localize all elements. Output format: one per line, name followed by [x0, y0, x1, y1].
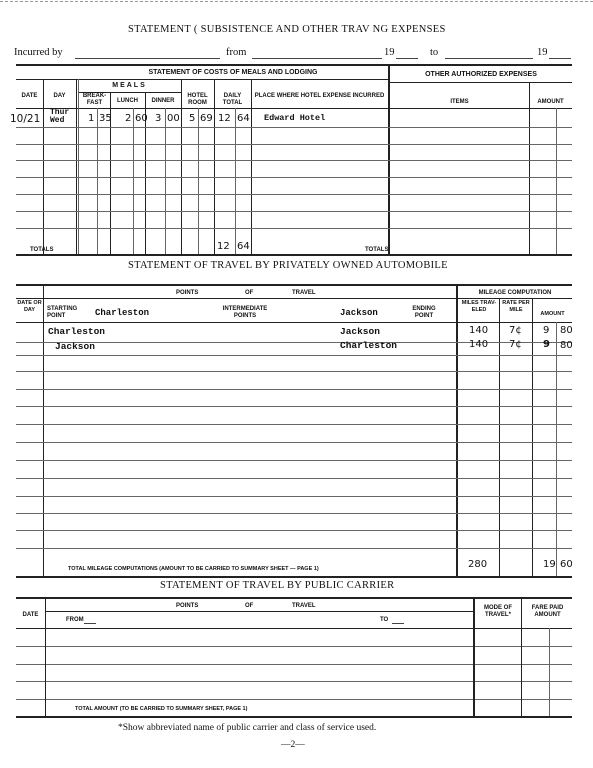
- t1-vline: [556, 108, 557, 254]
- t2-vline: [532, 298, 533, 576]
- col-daily-total: DAILY TOTAL: [222, 93, 243, 106]
- t1-row-line: [16, 211, 572, 212]
- to-date-field[interactable]: [445, 58, 533, 59]
- table1-bottom-border: [16, 254, 572, 256]
- row-day: [50, 109, 69, 125]
- breakfast-cents: 35: [99, 113, 112, 124]
- points-header-1: POINTS: [176, 290, 199, 296]
- col-items: ITEMS: [450, 99, 469, 105]
- t2-vline: [43, 284, 44, 576]
- t2-row-line: [16, 406, 572, 407]
- t1-row-line: [16, 127, 572, 128]
- section2-title: STATEMENT OF TRAVEL BY PRIVATELY OWNED AUTOMOBILE: [128, 260, 448, 271]
- to-point-label: TO: [380, 617, 389, 623]
- t1-vline: [198, 108, 199, 254]
- footnote: *Show abbreviated name of public carrier and class of service used.: [118, 723, 377, 733]
- hotel-dollars: 5: [189, 113, 196, 124]
- total-miles: 280: [468, 559, 488, 570]
- t2-row-line: [16, 530, 572, 531]
- col-starting-point: STARTING POINT: [47, 306, 78, 319]
- col-intermediate-points: INTERMEDIATE POINTS: [222, 306, 268, 319]
- totals-right-label: TOTALS: [365, 247, 389, 253]
- t2-vline: [456, 284, 458, 576]
- other-expenses-header: OTHER AUTHORIZED EXPENSES: [425, 71, 537, 78]
- page-number: —2—: [281, 740, 305, 750]
- hotel-cents: 69: [200, 113, 213, 124]
- row-place: Edward Hotel: [264, 113, 326, 123]
- from-point-label: FROM: [66, 617, 84, 623]
- t1-hline: [16, 108, 572, 109]
- of-header-2: OF: [245, 603, 254, 609]
- trip1-start: Charleston: [48, 326, 106, 337]
- year-label-1: 19: [384, 47, 395, 58]
- travel-header-1: TRAVEL: [292, 290, 316, 296]
- t2-hline: [16, 298, 572, 299]
- trip2-end: Charleston: [340, 340, 398, 351]
- t2-vline: [499, 298, 500, 576]
- dinner-cents: 00: [167, 113, 180, 124]
- row-day-2: Wed: [50, 116, 65, 125]
- total-dollars: 12: [217, 241, 230, 252]
- row-date: 10/21: [10, 113, 41, 125]
- header-start-value: Charleston: [95, 308, 150, 318]
- col-hotel-room: HOTEL ROOM: [187, 93, 208, 106]
- incurred-label: Incurred by: [14, 47, 63, 58]
- header-end-value: Jackson: [340, 308, 378, 318]
- t3-row-line: [16, 699, 572, 700]
- col-place: PLACE WHERE HOTEL EXPENSE INCURRED: [254, 93, 385, 99]
- t1-row-line: [16, 160, 572, 161]
- col-dinner: DINNER: [151, 98, 175, 104]
- t3-hline: [45, 611, 473, 612]
- t3-row-line: [16, 664, 572, 665]
- t1-row-line: [16, 177, 572, 178]
- t2-row-line: [16, 442, 572, 443]
- table2-bottom-border: [16, 576, 572, 578]
- of-header-1: OF: [245, 290, 254, 296]
- dinner-dollars: 3: [155, 113, 162, 124]
- section1-title: STATEMENT ( SUBSISTENCE AND OTHER TRAV NG EXPENSES: [128, 24, 446, 35]
- incurred-by-field[interactable]: [75, 58, 220, 59]
- col-meals: MEALS: [112, 82, 147, 89]
- t3-row-line: [16, 681, 572, 682]
- t1-vline: [97, 108, 98, 254]
- lunch-cents: 60: [135, 113, 148, 124]
- t2-row-line: [16, 371, 572, 372]
- trip2-start: Jackson: [55, 341, 95, 352]
- mileage-total-label: TOTAL MILEAGE COMPUTATIONS (AMOUNT TO BE CARRIED TO SUMMARY SHEET — PAGE 1): [68, 566, 319, 572]
- trip1-miles: 140: [469, 325, 489, 336]
- col-lunch: LUNCH: [117, 98, 138, 104]
- col-mileage-amount: AMOUNT: [540, 311, 565, 317]
- year-line-2: [549, 58, 571, 59]
- t2-row-line: [16, 355, 572, 356]
- col-date: DATE: [21, 93, 38, 99]
- trip2-miles: 140: [469, 339, 489, 350]
- t1-hline: [388, 82, 572, 83]
- col-fare-paid: FARE PAID AMOUNT: [531, 605, 564, 618]
- col-miles: MILES TRAV- ELED: [461, 300, 497, 313]
- t3-hline: [16, 628, 572, 629]
- daily-cents: 64: [237, 113, 250, 124]
- year-line-1: [396, 58, 418, 59]
- year-label-2: 19: [537, 47, 548, 58]
- to-label: to: [430, 47, 439, 58]
- col-rate: RATE PER MILE: [502, 300, 530, 313]
- col-breakfast: BREAK- FAST: [82, 93, 107, 106]
- trip2-dollars: 9: [543, 339, 550, 350]
- table2-top-border: [16, 284, 572, 286]
- trip1-end: Jackson: [340, 326, 380, 337]
- col-carrier-date: DATE: [22, 612, 39, 618]
- t2-row-line: [16, 389, 572, 390]
- t2-row-line: [16, 513, 572, 514]
- table1-top-border: [16, 64, 572, 66]
- t1-row-line: [16, 144, 572, 145]
- col-amount: AMOUNT: [537, 99, 564, 105]
- total-cents: 64: [237, 241, 250, 252]
- trip1-cents: 80: [560, 325, 573, 336]
- t3-vline: [45, 597, 46, 716]
- carrier-total-label: TOTAL AMOUNT (TO BE CARRIED TO SUMMARY SHEET, PAGE 1): [75, 706, 248, 712]
- t1-vline: [133, 108, 134, 254]
- t1-vline: [235, 108, 236, 254]
- row-day-1: Thur: [50, 108, 70, 117]
- meals-lodging-header: STATEMENT OF COSTS OF MEALS AND LODGING: [148, 69, 318, 76]
- t3-row-line: [16, 646, 572, 647]
- t2-row-line: [16, 478, 572, 479]
- points-header-2: POINTS: [176, 603, 199, 609]
- lunch-dollars: 2: [125, 113, 132, 124]
- from-label: from: [226, 47, 247, 58]
- breakfast-dollars: 1: [88, 113, 95, 124]
- t2-row-line: [16, 496, 572, 497]
- trip1-rate: 7¢: [509, 325, 522, 336]
- to-point-field[interactable]: [392, 623, 404, 624]
- trip2-cents: 80: [560, 340, 573, 351]
- from-point-field[interactable]: [84, 623, 96, 624]
- table3-top-border: [16, 597, 572, 599]
- col-ending-point: ENDING POINT: [412, 306, 436, 319]
- mileage-total-dollars: 19: [543, 559, 556, 570]
- col-date-or-day: DATE OR DAY: [17, 300, 42, 313]
- table3-bottom-border: [16, 716, 572, 718]
- t3-vline: [521, 597, 522, 716]
- trip1-dollars: 9: [543, 325, 550, 336]
- section3-title: STATEMENT OF TRAVEL BY PUBLIC CARRIER: [160, 580, 395, 591]
- t1-row-line: [16, 194, 572, 195]
- t2-row-line: [16, 548, 572, 549]
- t2-hline: [16, 322, 572, 323]
- col-day: DAY: [53, 93, 66, 99]
- daily-dollars: 12: [218, 113, 231, 124]
- t1-row-line: [16, 228, 572, 229]
- trip2-rate: 7¢: [509, 339, 522, 350]
- travel-header-2: TRAVEL: [292, 603, 316, 609]
- t3-vline: [549, 628, 550, 716]
- mileage-header: MILEAGE COMPUTATION: [478, 290, 552, 296]
- col-mode-of-travel: MODE OF TRAVEL*: [484, 605, 512, 618]
- t2-vline: [556, 322, 557, 576]
- mileage-total-cents: 60: [560, 559, 573, 570]
- t1-hline: [16, 79, 388, 80]
- t2-row-line: [16, 424, 572, 425]
- t2-row-line: [16, 460, 572, 461]
- perforation-edge: [0, 1, 593, 2]
- from-date-field[interactable]: [252, 58, 382, 59]
- t2-row-line: [16, 342, 572, 343]
- t1-vline: [165, 108, 166, 254]
- totals-label: TOTALS: [30, 247, 54, 253]
